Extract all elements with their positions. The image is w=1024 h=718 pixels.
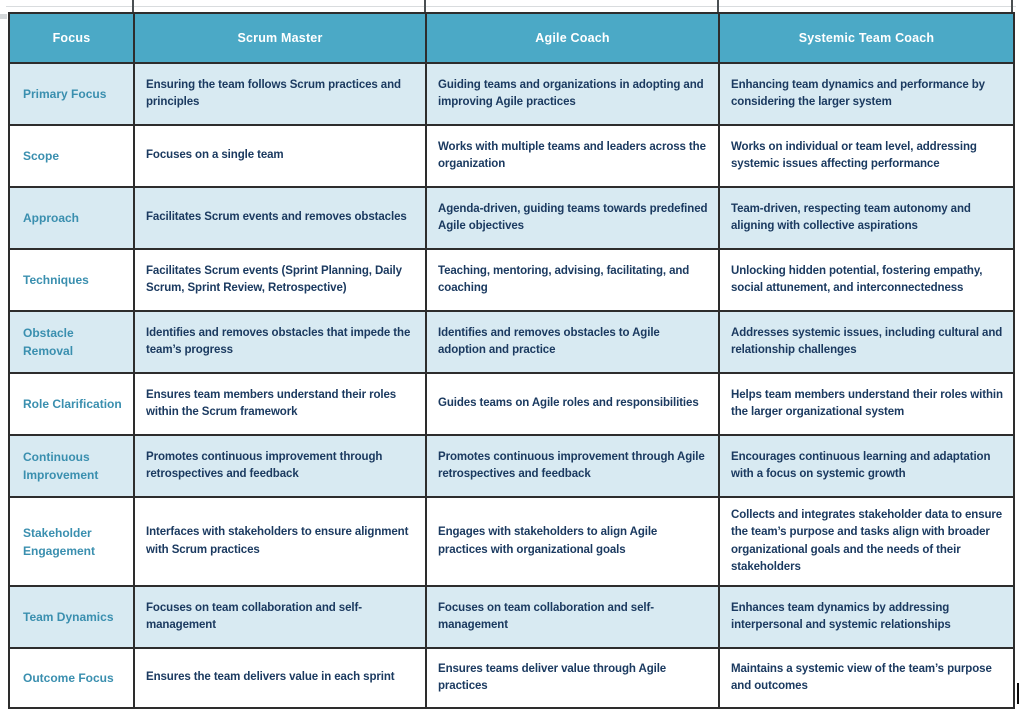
header-cell-focus[interactable]: Focus: [9, 13, 134, 63]
table-row: [9, 435, 1014, 497]
row-label-cell[interactable]: Role Clarification: [9, 373, 134, 435]
data-cell[interactable]: Facilitates Scrum events (Sprint Planning, Daily Scrum, Sprint Review, Retrospective): [134, 249, 426, 311]
row-label-cell[interactable]: Continuous Improvement: [9, 435, 134, 497]
data-cell[interactable]: Ensures the team delivers value in each sprint: [134, 648, 426, 708]
data-cell[interactable]: Team-driven, respecting team autonomy and aligning with collective aspirations: [719, 187, 1014, 249]
row-label-cell[interactable]: Team Dynamics: [9, 586, 134, 648]
data-cell[interactable]: Engages with stakeholders to align Agile practices with organizational goals: [426, 497, 719, 586]
data-cell[interactable]: Enhancing team dynamics and performance by considering the larger system: [719, 63, 1014, 125]
table-row: [9, 586, 1014, 648]
data-cell[interactable]: Ensures team members understand their roles within the Scrum framework: [134, 373, 426, 435]
table-row: [9, 497, 1014, 586]
table-row: [9, 63, 1014, 125]
data-cell[interactable]: Promotes continuous improvement through Agile retrospectives and feedback: [426, 435, 719, 497]
data-cell[interactable]: Ensuring the team follows Scrum practices and principles: [134, 63, 426, 125]
table-row: [9, 187, 1014, 249]
row-label-cell[interactable]: Primary Focus: [9, 63, 134, 125]
data-cell[interactable]: Teaching, mentoring, advising, facilitating, and coaching: [426, 249, 719, 311]
data-cell[interactable]: Works on individual or team level, addressing systemic issues affecting performance: [719, 125, 1014, 187]
data-cell[interactable]: Focuses on team collaboration and self-management: [134, 586, 426, 648]
table-top-gridline: [6, 6, 1016, 7]
header-cell-agile-coach[interactable]: Agile Coach: [426, 13, 719, 63]
row-label-cell[interactable]: Outcome Focus: [9, 648, 134, 708]
data-cell[interactable]: Promotes continuous improvement through retrospectives and feedback: [134, 435, 426, 497]
data-cell[interactable]: Helps team members understand their roles within the larger organizational system: [719, 373, 1014, 435]
data-cell[interactable]: Works with multiple teams and leaders across the organization: [426, 125, 719, 187]
table-row: [9, 125, 1014, 187]
data-cell[interactable]: Focuses on team collaboration and self-management: [426, 586, 719, 648]
data-cell[interactable]: Identifies and removes obstacles that impede the team’s progress: [134, 311, 426, 373]
page-edge-artifact: [0, 14, 7, 19]
row-label-cell[interactable]: Scope: [9, 125, 134, 187]
data-cell[interactable]: Guides teams on Agile roles and responsibilities: [426, 373, 719, 435]
data-cell[interactable]: Encourages continuous learning and adaptation with a focus on systemic growth: [719, 435, 1014, 497]
data-cell[interactable]: Agenda-driven, guiding teams towards predefined Agile objectives: [426, 187, 719, 249]
table-row: [9, 249, 1014, 311]
table-row: [9, 311, 1014, 373]
table-row: [9, 373, 1014, 435]
row-label-cell[interactable]: Approach: [9, 187, 134, 249]
data-cell[interactable]: Collects and integrates stakeholder data to ensure the team’s purpose and tasks align with broader organizational goals and the needs of their stakeholders: [719, 497, 1014, 586]
data-cell[interactable]: Unlocking hidden potential, fostering empathy, social attunement, and interconnectedness: [719, 249, 1014, 311]
data-cell[interactable]: Addresses systemic issues, including cultural and relationship challenges: [719, 311, 1014, 373]
data-cell[interactable]: Facilitates Scrum events and removes obstacles: [134, 187, 426, 249]
data-cell[interactable]: Identifies and removes obstacles to Agile adoption and practice: [426, 311, 719, 373]
row-label-cell[interactable]: Stakeholder Engagement: [9, 497, 134, 586]
text-cursor: [1017, 683, 1019, 704]
data-cell[interactable]: Interfaces with stakeholders to ensure alignment with Scrum practices: [134, 497, 426, 586]
data-cell[interactable]: Ensures teams deliver value through Agile practices: [426, 648, 719, 708]
table-row: [9, 648, 1014, 708]
row-label-cell[interactable]: Obstacle Removal: [9, 311, 134, 373]
header-row: [9, 13, 1014, 63]
header-cell-scrum-master[interactable]: Scrum Master: [134, 13, 426, 63]
roles-comparison-table[interactable]: [8, 12, 1015, 709]
header-cell-systemic-team-coach[interactable]: Systemic Team Coach: [719, 13, 1014, 63]
row-label-cell[interactable]: Techniques: [9, 249, 134, 311]
data-cell[interactable]: Guiding teams and organizations in adopting and improving Agile practices: [426, 63, 719, 125]
table-body: [9, 63, 1014, 708]
data-cell[interactable]: Focuses on a single team: [134, 125, 426, 187]
data-cell[interactable]: Enhances team dynamics by addressing interpersonal and systemic relationships: [719, 586, 1014, 648]
data-cell[interactable]: Maintains a systemic view of the team’s purpose and outcomes: [719, 648, 1014, 708]
